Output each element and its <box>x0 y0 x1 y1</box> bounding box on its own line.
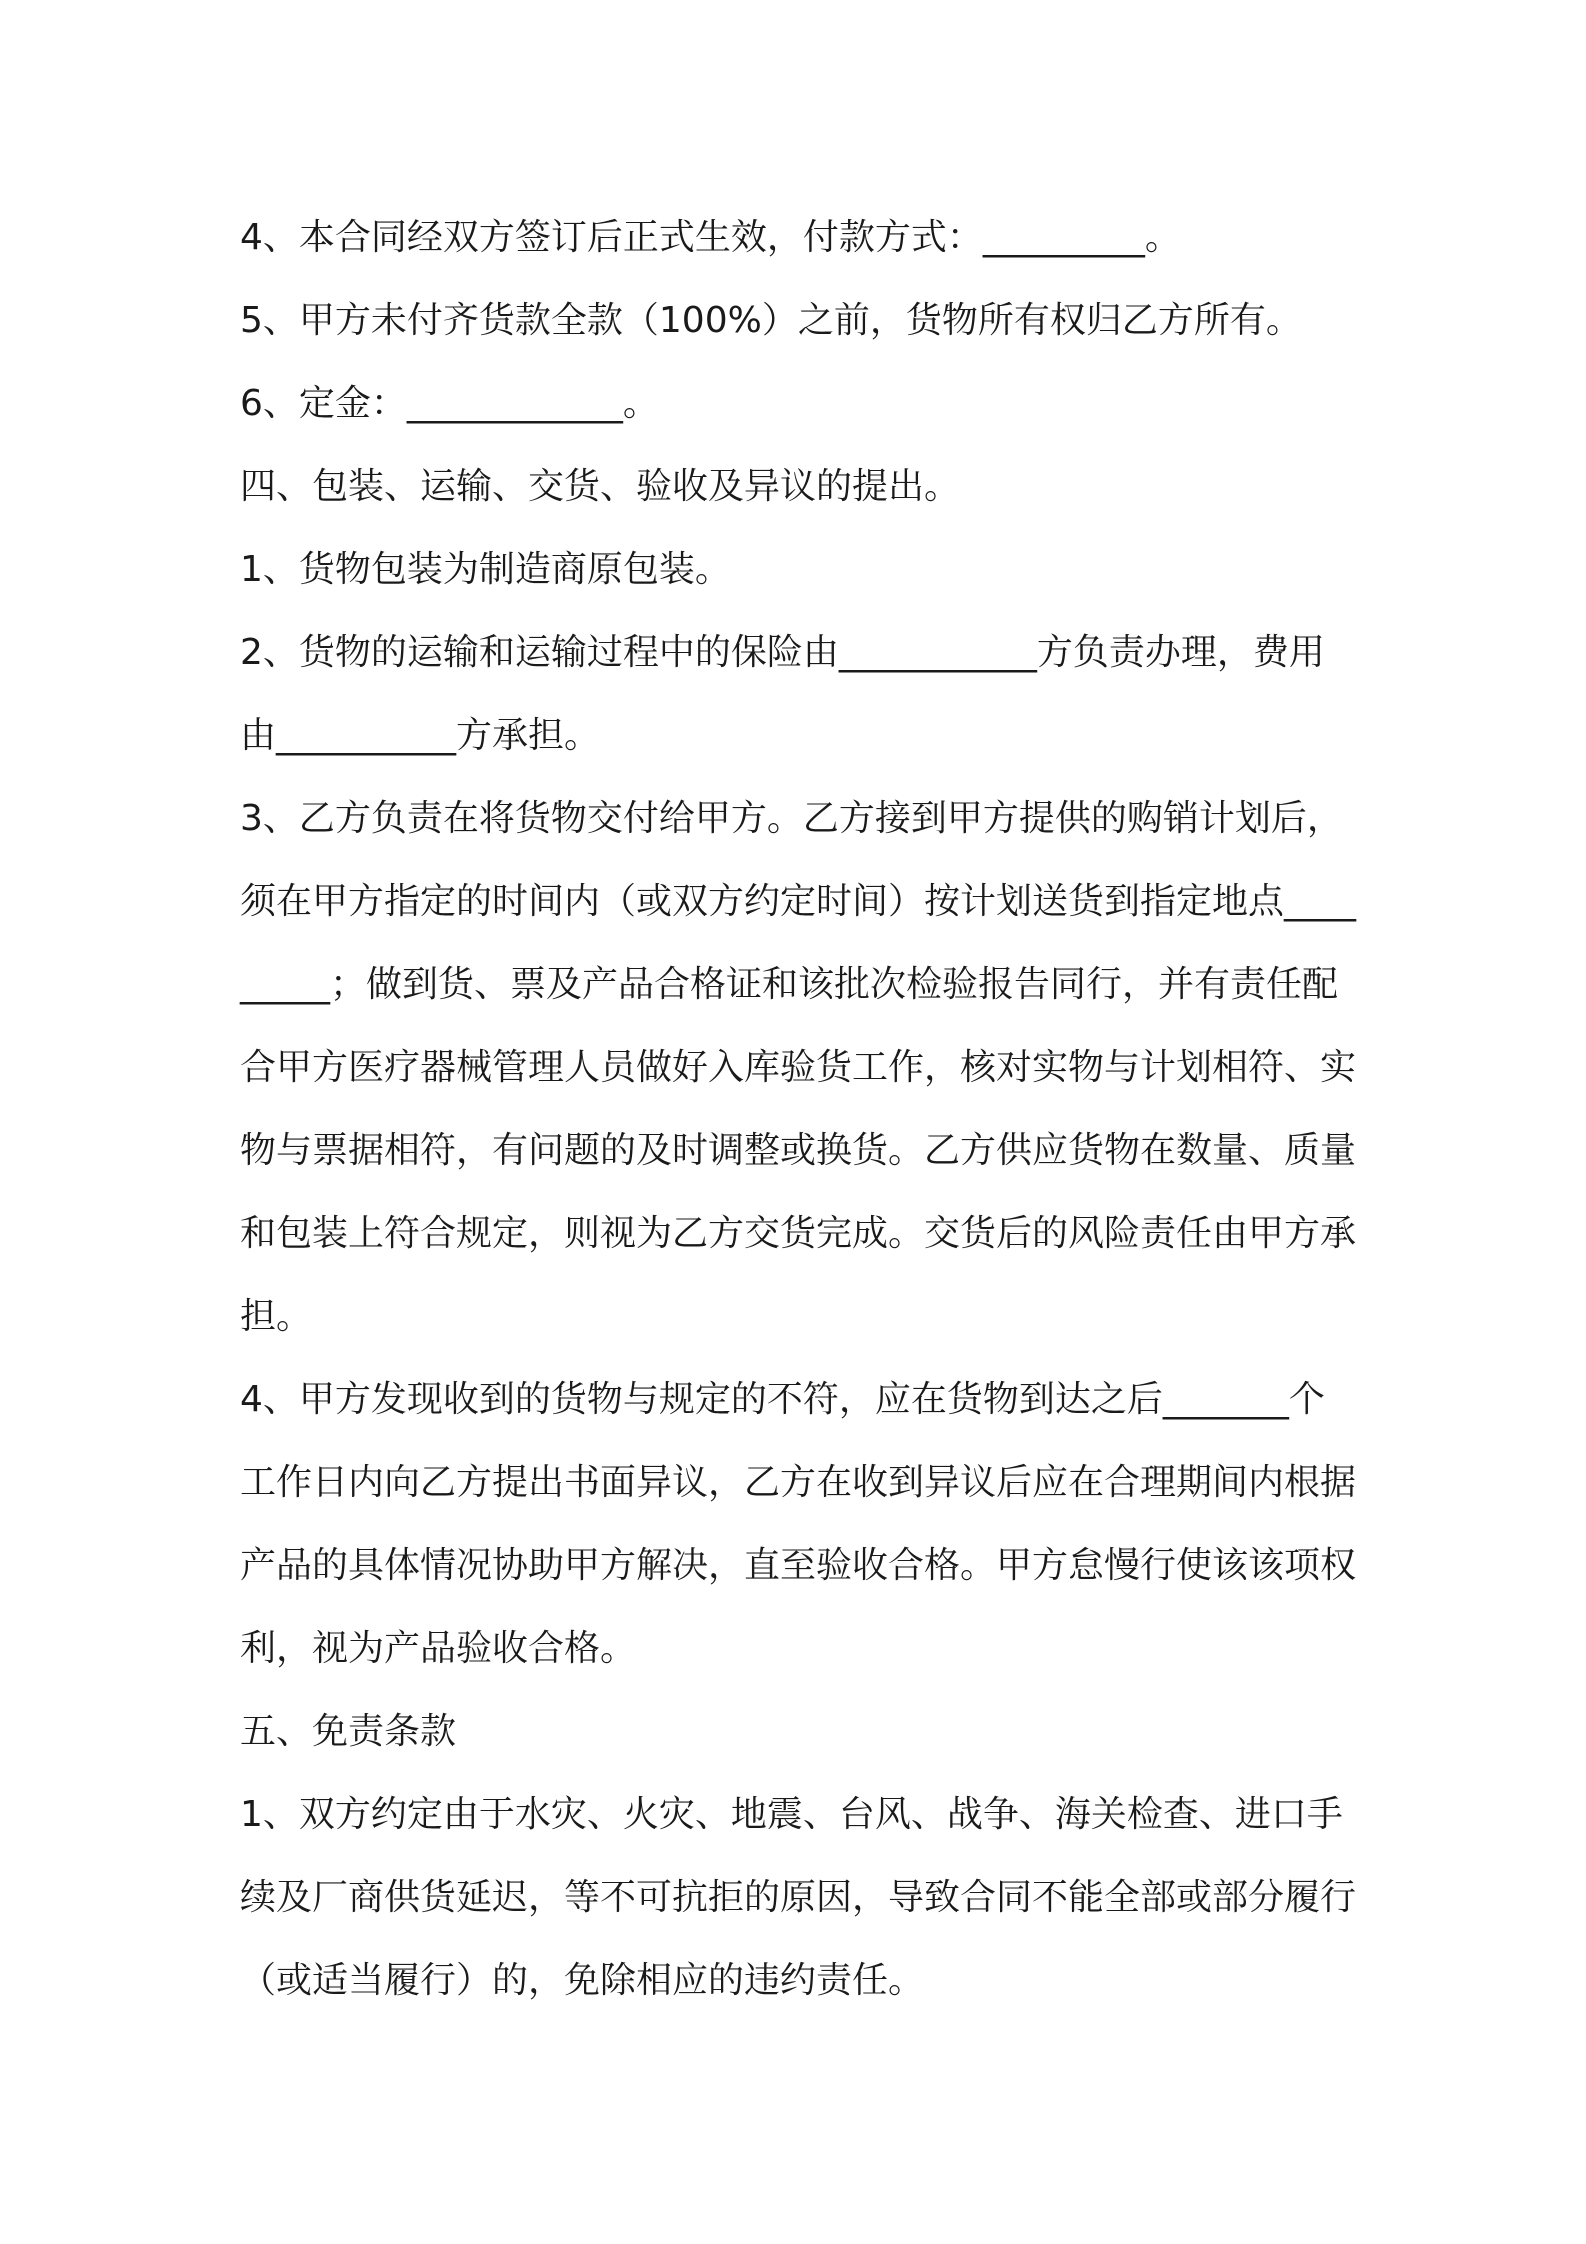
section-4-clause-3: 3、乙方负责在将货物交付给甲方。乙方接到甲方提供的购销计划后，须在甲方指定的时间内（或双方约定时间）按计划送货到指定地点_________；做到货、票及产品合格证和该批次检验报告同行，并有责任配合甲方医疗器械管理人员做好入库验货工作，核对实物与计划相符、实物与票据相符，有问题的及时调整或换货。乙方供应货物在数量、质量和包装上符合规定，则视为乙方交货完成。交货后的风险责任由甲方承担。 <box>240 798 1357 1337</box>
clause-6-deposit: 6、定金：____________。 <box>240 383 659 424</box>
section-4-clause-4: 4、甲方发现收到的货物与规定的不符，应在货物到达之后_______个工作日内向乙方提出书面异议，乙方在收到异议后应在合理期间内根据产品的具体情况协助甲方解决，直至验收合格。甲方怠慢行使该该项权利，视为产品验收合格。 <box>240 1379 1357 1669</box>
section-5-clause-1: 1、双方约定由于水灾、火灾、地震、台风、战争、海关检查、进口手续及厂商供货延迟，等不可抗拒的原因，导致合同不能全部或部分履行（或适当履行）的，免除相应的违约责任。 <box>240 1794 1357 2001</box>
clause-4-payment: 4、本合同经双方签订后正式生效，付款方式：_________。 <box>240 217 1181 258</box>
section-4-clause-1: 1、货物包装为制造商原包装。 <box>240 549 731 590</box>
document-body <box>240 196 1360 2022</box>
section-4-clause-2: 2、货物的运输和运输过程中的保险由___________方负责办理，费用由__________方承担。 <box>240 632 1325 756</box>
section-4-heading: 四、包装、运输、交货、验收及异议的提出。 <box>240 466 961 507</box>
clause-5-ownership: 5、甲方未付齐货款全款（100%）之前，货物所有权归乙方所有。 <box>240 300 1302 341</box>
section-5-heading: 五、免责条款 <box>240 1711 457 1752</box>
